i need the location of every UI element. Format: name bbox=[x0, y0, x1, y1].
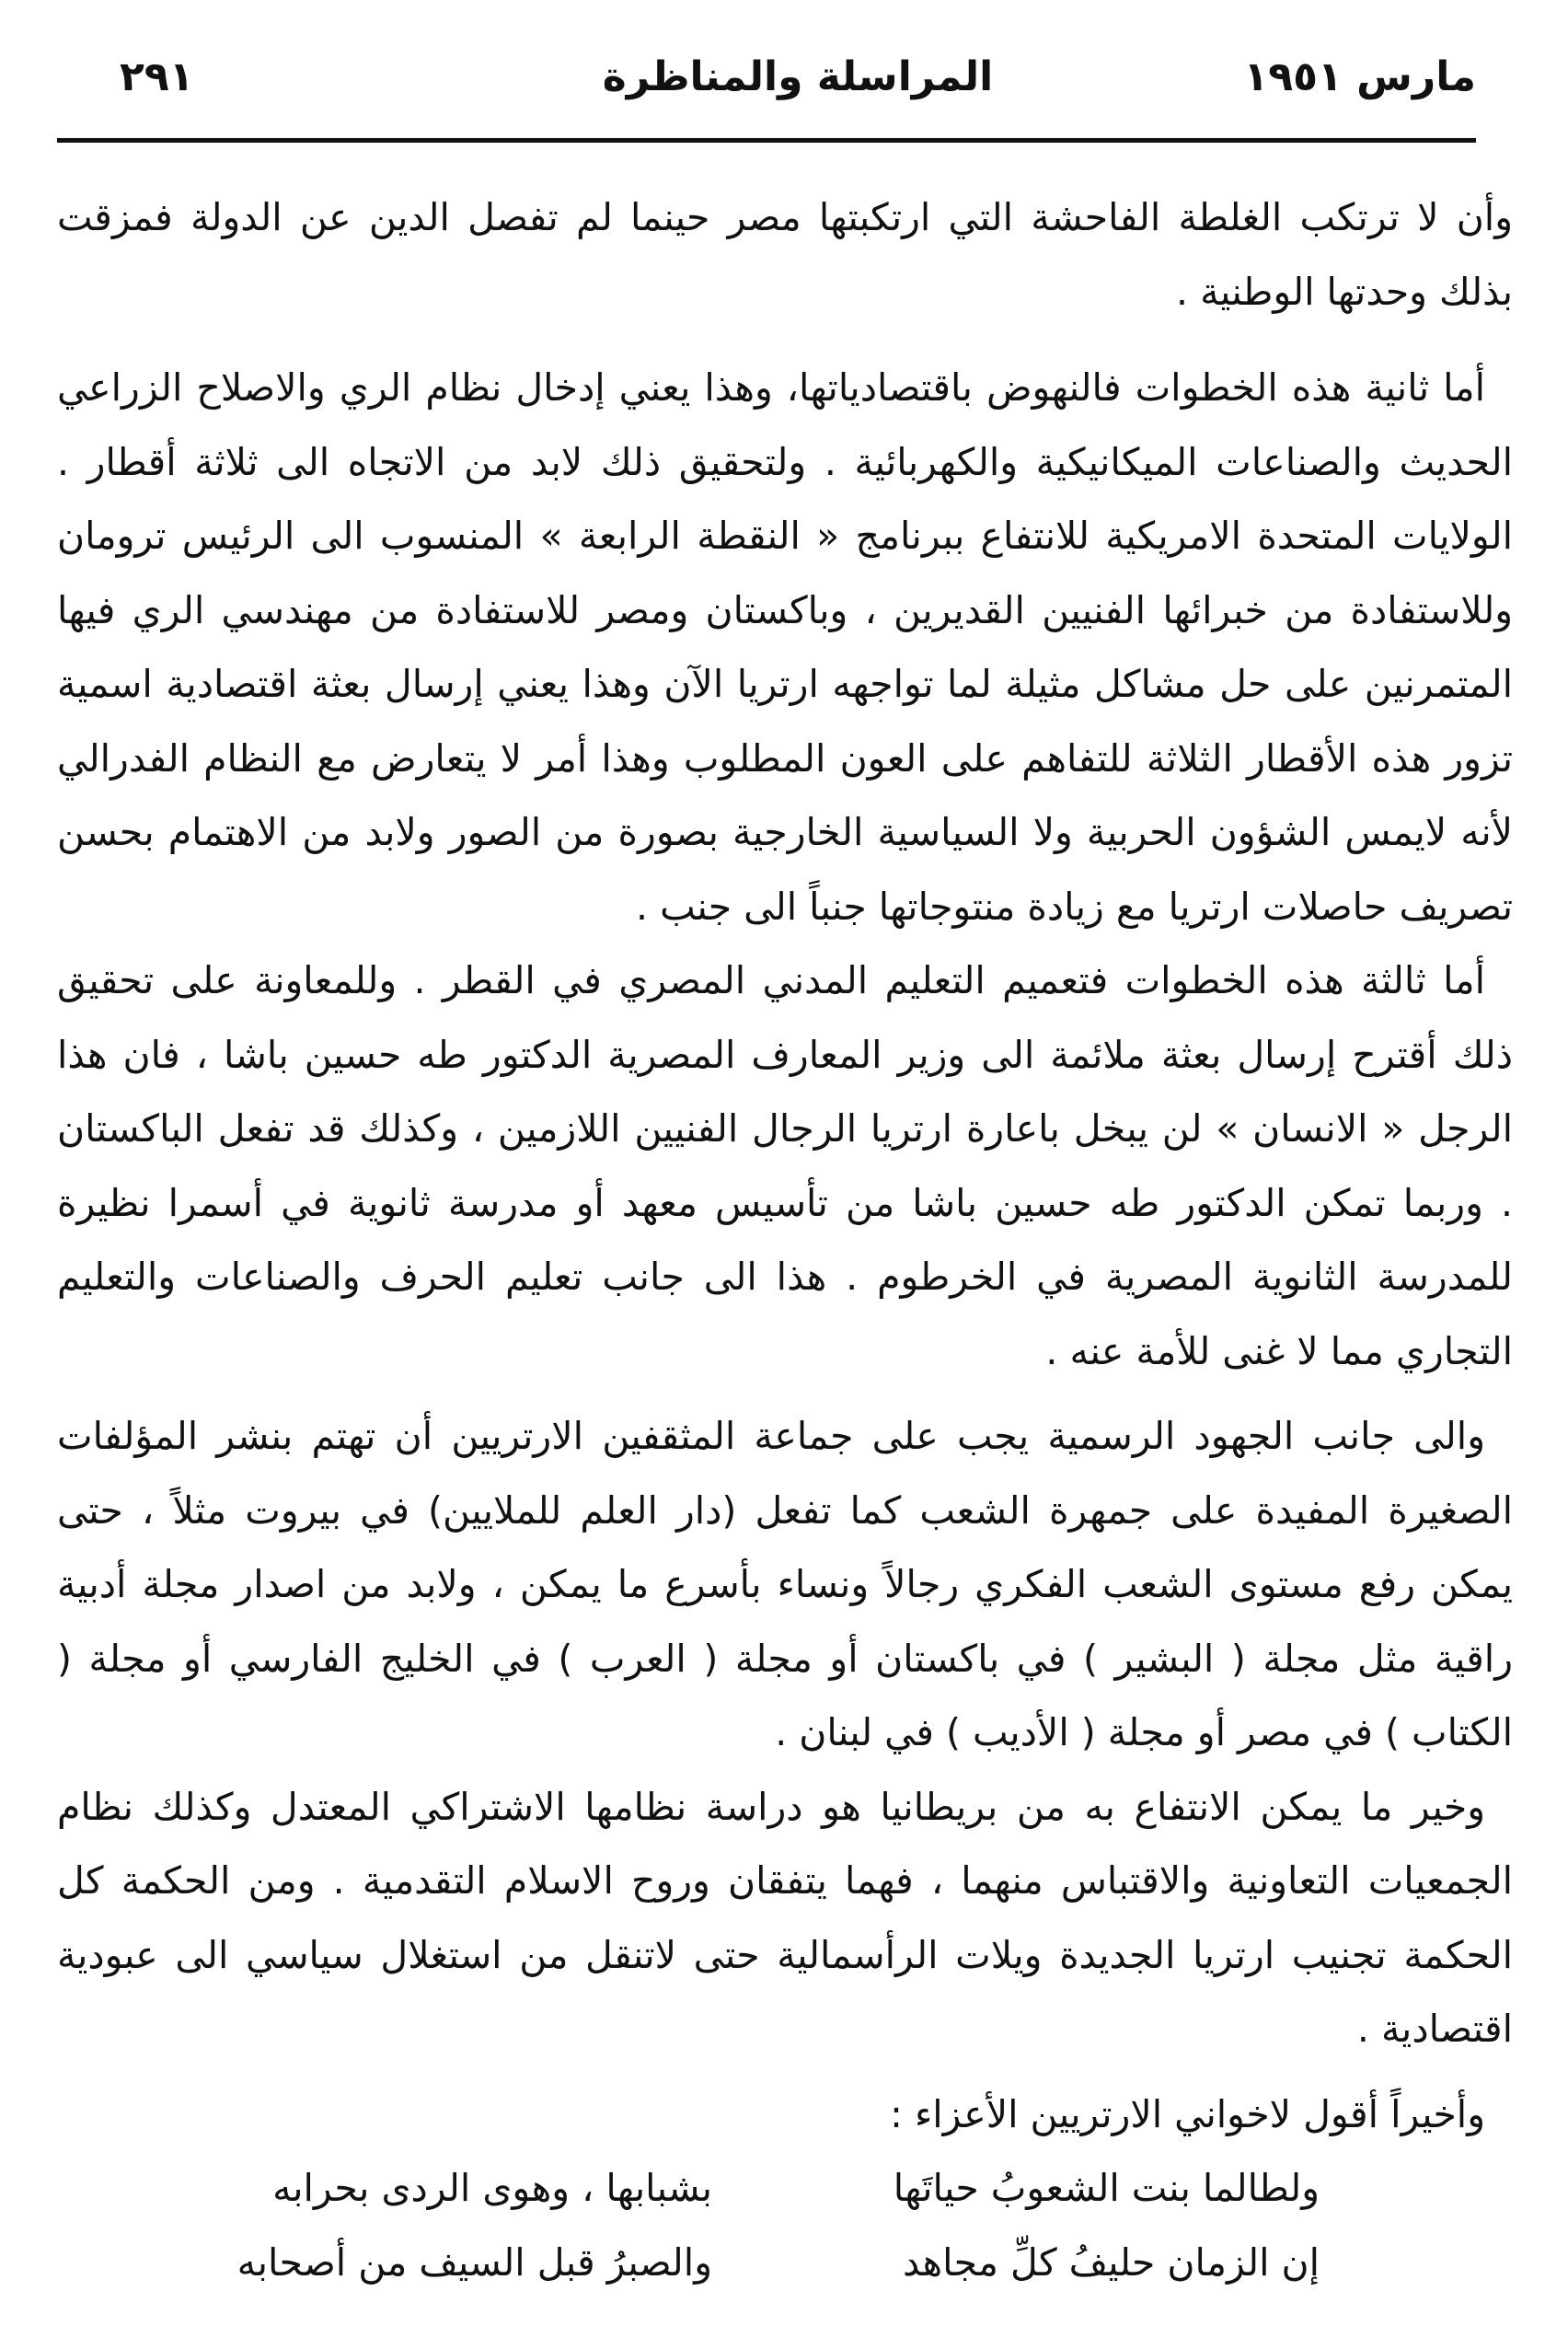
paragraph-5: وخير ما يمكن الانتفاع به من بريطانيا هو دراسة نظامها الاشتراكي المعتدل وكذلك نظام الجمعيات التعاونية والاقتباس منهما ، فهما يتفقان وروح الاسلام التقدمية . ومن الحكمة كل الحكمة تجنيب ارتريا الجديدة ويلات الرأسمالية حتى لاتنقل من استغلال سياسي الى عبودية اقتصادية . bbox=[57, 1784, 1513, 2051]
paragraph-3: أما ثالثة هذه الخطوات فتعميم التعليم المدني المصري في القطر . وللمعاونة على تحقيق ذلك أقترح إرسال بعثة ملائمة الى وزير المعارف المصرية الدكتور طه حسين باشا ، فان هذا الرجل « الانسان » لن يبخل باعارة ارتريا الرجال الفنيين اللازمين ، وكذلك قد تفعل الباكستان . وربما تمكن الدكتور طه حسين باشا من تأسيس معهد أو مدرسة ثانوية في أسمرا نظيرة للمدرسة الثانوية المصرية في الخرطوم . هذا الى جانب تعليم الحرف والصناعات والتعليم التجاري مما لا غنى للأمة عنه . bbox=[57, 958, 1513, 1373]
paragraph-4: والى جانب الجهود الرسمية يجب على جماعة المثقفين الارتريين أن تهتم بنشر المؤلفات الصغيرة المفيدة على جمهرة الشعب كما تفعل (دار العلم للملايين) في بيروت مثلاً ، حتى يمكن رفع مستوى الشعب الفكري رجالاً ونساء بأسرع ما يمكن ، ولابد من اصدار مجلة أدبية راقية مثل مجلة ( البشير ) في باكستان أو مجلة ( العرب ) في الخليج الفارسي أو مجلة ( الكتاب ) في مصر أو مجلة ( الأديب ) في لبنان . bbox=[57, 1414, 1513, 1754]
poem-verse-1 bbox=[57, 2151, 1513, 2226]
paragraph-6: وأخيراً أقول لاخواني الارتريين الأعزاء : bbox=[890, 2091, 1485, 2136]
poem-verse-2 bbox=[57, 2226, 1513, 2300]
verse-1-first-hemistich: ولطالما بنت الشعوبُ حياتَها bbox=[893, 2166, 1320, 2210]
page-number: ٢٩١ bbox=[120, 53, 194, 100]
verse-2-first-hemistich: إن الزمان حليفُ كلِّ مجاهد bbox=[902, 2239, 1320, 2285]
poem bbox=[57, 2151, 1513, 2299]
header-title: المراسلة والمناظرة bbox=[602, 53, 994, 100]
header-rule bbox=[57, 138, 1476, 143]
page-header bbox=[120, 53, 1476, 118]
paragraph-1: وأن لا ترتكب الغلطة الفاحشة التي ارتكبتها مصر حينما لم تفصل الدين عن الدولة فمزقت بذلك وحدتها الوطنية . bbox=[57, 195, 1513, 314]
header-date: مارس ١٩٥١ bbox=[1243, 53, 1476, 100]
verse-2-second-hemistich: والصبرُ قبل السيف من أصحابه bbox=[236, 2239, 712, 2285]
verse-1-second-hemistich: بشبابها ، وهوى الردى بحرابه bbox=[272, 2166, 712, 2210]
body-text bbox=[57, 180, 1513, 2299]
paragraph-2: أما ثانية هذه الخطوات فالنهوض باقتصادياتها، وهذا يعني إدخال نظام الري والاصلاح الزراعي الحديث والصناعات الميكانيكية والكهربائية . ولتحقيق ذلك لابد من الاتجاه الى ثلاثة أقطار . الولايات المتحدة الامريكية للانتفاع ببرنامج « النقطة الرابعة » المنسوب الى الرئيس ترومان وللاستفادة من خبرائها الفنيين القديرين ، وباكستان ومصر للاستفادة من مهندسي الري فيها المتمرنين على حل مشاكل مثيلة لما تواجهه ارتريا الآن وهذا يعني إرسال بعثة اقتصادية اسمية تزور هذه الأقطار الثلاثة للتفاهم على العون المطلوب وهذا أمر لا يتعارض مع النظام الفدرالي لأنه لايمس الشؤون الحربية ولا السياسية الخارجية بصورة من الصور ولابد من الاهتمام بحسن تصريف حاصلات ارتريا مع زيادة منتوجاتها جنباً الى جنب . bbox=[57, 365, 1513, 929]
